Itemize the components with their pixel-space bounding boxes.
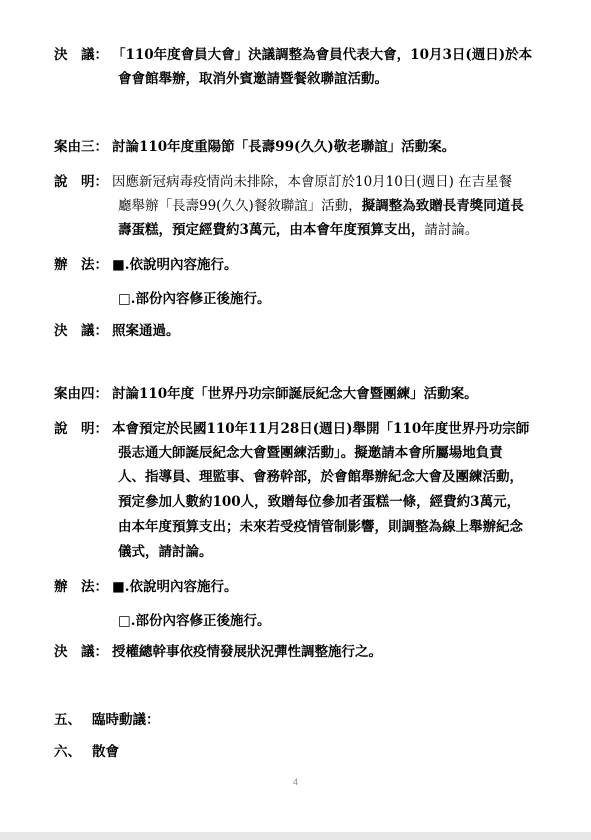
section-six-number: 六、 bbox=[54, 744, 81, 760]
description-line bbox=[118, 221, 478, 239]
method-option-checked: ■.依說明內容施行。 bbox=[112, 579, 238, 595]
description-label: 說 明： bbox=[54, 174, 108, 190]
page-number: 4 bbox=[292, 777, 298, 787]
description-line: 由本年度預算支出；未來若受疫情管制影響，則調整為線上舉辦紀念 bbox=[118, 519, 523, 535]
case-four-label: 案由四： bbox=[54, 386, 108, 402]
description-segment: 請討論。 bbox=[424, 222, 479, 238]
resolution-text: 授權總幹事依疫情發展狀況彈性調整施行之。 bbox=[112, 644, 382, 660]
section-five-title: 臨時動議： bbox=[92, 712, 160, 728]
section-five-number: 五、 bbox=[54, 712, 81, 728]
description-label: 說 明： bbox=[54, 421, 108, 437]
resolution-label: 決 議： bbox=[54, 323, 108, 339]
method-option-unchecked: □.部份內容修正後施行。 bbox=[118, 613, 271, 629]
case-four-title: 討論110年度「世界丹功宗師誕辰紀念大會暨團練」活動案。 bbox=[112, 386, 478, 402]
description-segment: 廳舉辦「長壽99(久久)餐敘聯誼」活動， bbox=[118, 198, 362, 214]
method-option-unchecked: □.部份內容修正後施行。 bbox=[118, 291, 271, 307]
section-six-title: 散會 bbox=[92, 744, 119, 760]
resolution-text-continued: 會會館舉辦，取消外賓邀請暨餐敘聯誼活動。 bbox=[118, 71, 388, 87]
case-three-title: 討論110年度重陽節「長壽99(久久)敬老聯誼」活動案。 bbox=[112, 139, 456, 155]
viewer-bottom-edge bbox=[0, 832, 591, 840]
method-label: 辦 法： bbox=[54, 579, 108, 595]
method-option-checked: ■.依說明內容施行。 bbox=[112, 257, 238, 273]
description-line: 張志通大師誕辰紀念大會暨團練活動」。擬邀請本會所屬場地負責 bbox=[118, 445, 503, 461]
description-line bbox=[118, 197, 524, 215]
description-line: 本會預定於民國110年11月28日(週日)舉開「110年度世界丹功宗師 bbox=[112, 421, 530, 437]
description-line: 因應新冠病毒疫情尚未排除，本會原訂於10月10日(週日) 在吉星餐 bbox=[112, 174, 513, 190]
description-segment-bold: 擬調整為致贈長青獎同道長 bbox=[361, 198, 524, 214]
resolution-text: 照案通過。 bbox=[112, 323, 180, 339]
description-line: 人、指導員、理監事、會務幹部，於會館舉辦紀念大會及團練活動， bbox=[118, 469, 523, 485]
description-line: 預定參加人數約100人，致贈每位參加者蛋糕一條，經費約3萬元， bbox=[118, 494, 521, 510]
resolution-label: 決 議： bbox=[54, 47, 108, 63]
case-three-label: 案由三： bbox=[54, 139, 108, 155]
method-label: 辦 法： bbox=[54, 257, 108, 273]
resolution-label: 決 議： bbox=[54, 644, 108, 660]
resolution-text: 「110年度會員大會」決議調整為會員代表大會，10月3日(週日)於本 bbox=[112, 47, 533, 63]
description-segment-bold: 壽蛋糕，預定經費約3萬元，由本會年度預算支出， bbox=[118, 222, 425, 238]
description-line: 儀式，請討論。 bbox=[118, 544, 213, 560]
